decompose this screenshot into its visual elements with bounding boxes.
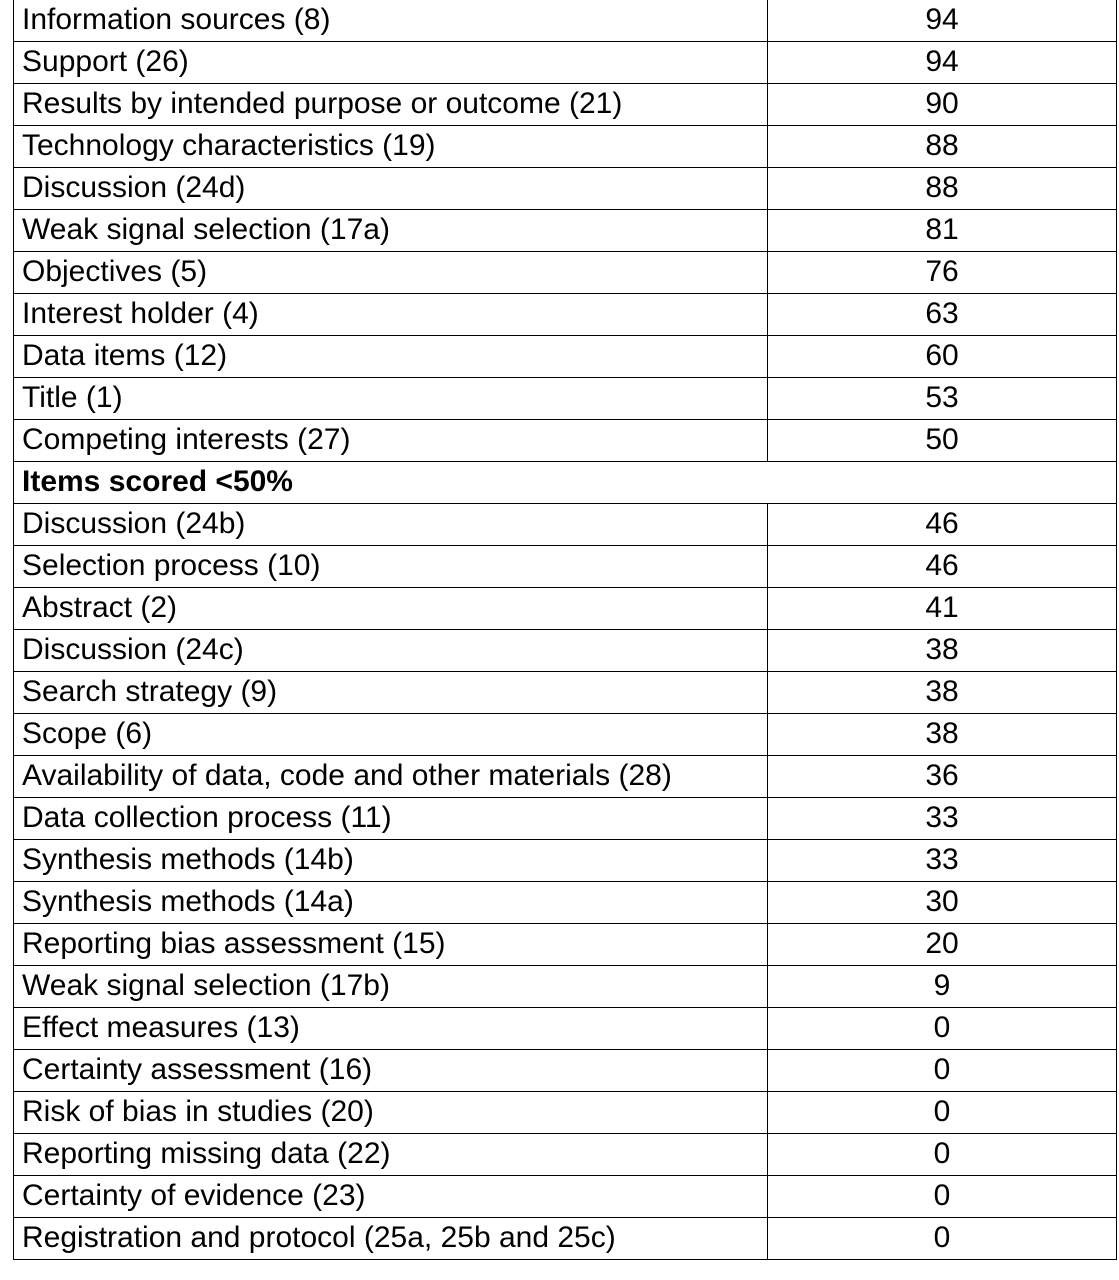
item-label: Support (26) — [14, 42, 768, 84]
table-row — [14, 336, 1117, 378]
item-label: Competing interests (27) — [14, 420, 768, 462]
item-score: 90 — [768, 84, 1117, 126]
table-row — [14, 168, 1117, 210]
item-label: Registration and protocol (25a, 25b and 25c) — [14, 1218, 768, 1260]
table-row — [14, 1218, 1117, 1260]
item-label: Selection process (10) — [14, 546, 768, 588]
item-label: Information sources (8) — [14, 0, 768, 42]
table-row — [14, 210, 1117, 252]
item-label: Availability of data, code and other materials (28) — [14, 756, 768, 798]
item-score: 60 — [768, 336, 1117, 378]
item-score: 88 — [768, 168, 1117, 210]
item-score: 38 — [768, 714, 1117, 756]
item-label: Synthesis methods (14b) — [14, 840, 768, 882]
table-row — [14, 588, 1117, 630]
item-score: 46 — [768, 546, 1117, 588]
item-label: Reporting missing data (22) — [14, 1134, 768, 1176]
item-label: Interest holder (4) — [14, 294, 768, 336]
table-row — [14, 420, 1117, 462]
item-score: 0 — [768, 1008, 1117, 1050]
item-label: Results by intended purpose or outcome (21) — [14, 84, 768, 126]
table-row — [14, 1176, 1117, 1218]
item-label: Discussion (24b) — [14, 504, 768, 546]
table-row — [14, 42, 1117, 84]
table-row — [14, 1008, 1117, 1050]
item-score: 36 — [768, 756, 1117, 798]
table-row — [14, 840, 1117, 882]
table-body — [14, 0, 1117, 1260]
item-label: Objectives (5) — [14, 252, 768, 294]
item-label: Search strategy (9) — [14, 672, 768, 714]
table-row — [14, 0, 1117, 42]
item-score: 50 — [768, 420, 1117, 462]
item-label: Discussion (24c) — [14, 630, 768, 672]
item-label: Technology characteristics (19) — [14, 126, 768, 168]
table-row — [14, 504, 1117, 546]
items-score-table — [13, 0, 1117, 1260]
item-label: Reporting bias assessment (15) — [14, 924, 768, 966]
section-heading-row — [14, 462, 1117, 504]
item-label: Discussion (24d) — [14, 168, 768, 210]
item-score: 63 — [768, 294, 1117, 336]
item-score: 0 — [768, 1134, 1117, 1176]
table-row — [14, 630, 1117, 672]
item-score: 0 — [768, 1092, 1117, 1134]
section-heading: Items scored <50% — [14, 462, 1117, 504]
table-row — [14, 672, 1117, 714]
table-row — [14, 756, 1117, 798]
item-score: 0 — [768, 1050, 1117, 1092]
item-score: 94 — [768, 0, 1117, 42]
item-score: 0 — [768, 1176, 1117, 1218]
item-score: 53 — [768, 378, 1117, 420]
item-label: Effect measures (13) — [14, 1008, 768, 1050]
table-row — [14, 714, 1117, 756]
item-score: 33 — [768, 798, 1117, 840]
item-label: Data collection process (11) — [14, 798, 768, 840]
item-score: 0 — [768, 1218, 1117, 1260]
table-row — [14, 1134, 1117, 1176]
table-row — [14, 252, 1117, 294]
item-label: Synthesis methods (14a) — [14, 882, 768, 924]
item-label: Weak signal selection (17a) — [14, 210, 768, 252]
item-label: Scope (6) — [14, 714, 768, 756]
item-label: Title (1) — [14, 378, 768, 420]
item-score: 30 — [768, 882, 1117, 924]
table-row — [14, 378, 1117, 420]
table-row — [14, 882, 1117, 924]
table-row — [14, 924, 1117, 966]
item-score: 38 — [768, 672, 1117, 714]
item-score: 81 — [768, 210, 1117, 252]
table-row — [14, 546, 1117, 588]
item-score: 76 — [768, 252, 1117, 294]
item-score: 41 — [768, 588, 1117, 630]
table-row — [14, 126, 1117, 168]
table-row — [14, 84, 1117, 126]
item-label: Data items (12) — [14, 336, 768, 378]
item-score: 33 — [768, 840, 1117, 882]
item-label: Certainty assessment (16) — [14, 1050, 768, 1092]
table-row — [14, 1050, 1117, 1092]
table-row — [14, 1092, 1117, 1134]
item-label: Weak signal selection (17b) — [14, 966, 768, 1008]
item-label: Certainty of evidence (23) — [14, 1176, 768, 1218]
table-row — [14, 798, 1117, 840]
item-label: Risk of bias in studies (20) — [14, 1092, 768, 1134]
item-score: 88 — [768, 126, 1117, 168]
item-score: 20 — [768, 924, 1117, 966]
item-score: 9 — [768, 966, 1117, 1008]
item-score: 46 — [768, 504, 1117, 546]
item-score: 94 — [768, 42, 1117, 84]
table-row — [14, 966, 1117, 1008]
table-row — [14, 294, 1117, 336]
item-label: Abstract (2) — [14, 588, 768, 630]
item-score: 38 — [768, 630, 1117, 672]
